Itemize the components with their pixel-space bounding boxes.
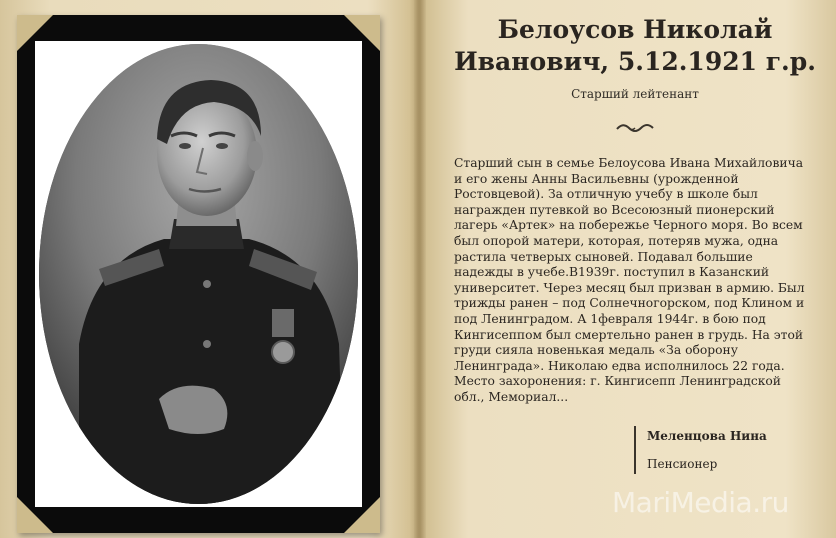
biography-text: Старший сын в семье Белоусова Ивана Михайловича и его жены Анны Васильевны (урожденной Ростовцевой). За отличную учебу в школе был награжден путевкой во Всесоюзный пионерский лагерь «Артек» на побережье Черного моря. Во всем был опорой матери, которая, потеряв мужа, одна растила четверых сыновей. Подавал большие надежды в учебе.В1939г. поступил в Казанский университет. Через месяц был призван в армию. Был трижды ранен – под Солнечногорском, под Клином и под Ленинградом. А 1февраля 1944г. в бою под Кингисеппом был смертельно ранен в грудь. На этой груди сияла новенькая медаль «За оборону Ленинграда». Николаю едва исполнилось 22 года. Место захоронения: г. Кингисепп Ленинградской обл., Мемориал... <box>454 156 805 404</box>
author-block <box>634 426 827 474</box>
photo-corner-bottom-left <box>17 497 53 533</box>
photo-corner-bottom-right <box>344 497 380 533</box>
person-rank: Старший лейтенант <box>571 87 699 101</box>
photo-corner-top-left <box>17 15 53 51</box>
photo-card <box>35 41 362 507</box>
portrait-illustration <box>39 44 358 504</box>
photo-frame <box>17 15 380 533</box>
author-role: Пенсионер <box>647 457 718 471</box>
person-name-line1: Белоусов Николай <box>497 15 773 44</box>
person-name <box>440 14 830 78</box>
photo-corner-top-right <box>344 15 380 51</box>
site-watermark: MariMedia.ru <box>612 486 789 519</box>
book-spine <box>414 0 426 538</box>
person-name-line2: Иванович, 5.12.1921 г.р. <box>454 47 816 76</box>
portrait-photo <box>39 44 358 504</box>
swirl-ornament-icon <box>615 120 655 136</box>
author-name: Меленцова Нина <box>647 429 767 443</box>
